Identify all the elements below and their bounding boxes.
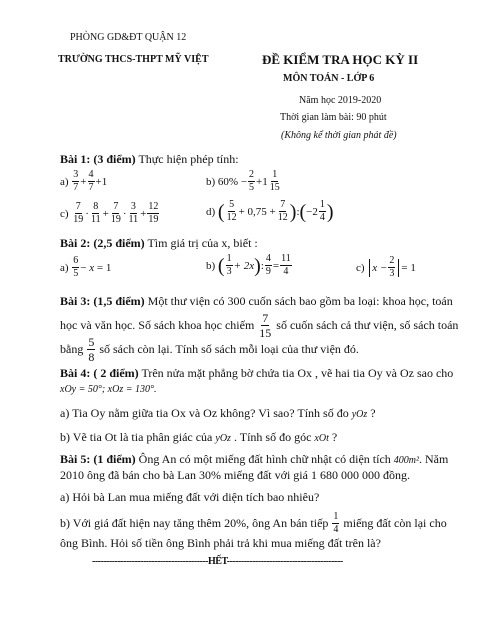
school-name: TRƯỜNG THCS-THPT MỸ VIỆT <box>58 54 209 65</box>
exam-note: (Không kể thời gian phát đề) <box>281 130 397 141</box>
bai3-line3: bằng $\frac{5}{8}$ số sách còn lại. Tính số sách mỗi loại của thư viện đó. <box>60 335 359 364</box>
bai1-title <box>60 152 239 167</box>
bai2-c: c) x − $\frac{2}{3}$ = 1 <box>356 255 416 279</box>
bai5-question-b-cont: ông Bình. Hỏi số tiền ông Bình phải trả khi mua miếng đất trên là? <box>60 536 381 550</box>
bai2-b: b) ( $\frac{1}{3}$ + 2x ) : $\frac{4}{9}$ = $\frac{11}{4}$ <box>206 253 291 277</box>
department-name: PHÒNG GD&ĐT QUẬN 12 <box>70 32 187 43</box>
label-d: d) <box>206 205 216 218</box>
bai5-question-b: b) Với giá đất hiện nay tăng thêm 20%, ông An bán tiếp $\frac{1}{4}$ miếng đất còn lại cho <box>60 511 447 535</box>
bai5-heading: Bài 5: (1 điểm) <box>60 452 136 466</box>
label-a: a) <box>60 175 69 188</box>
bai4-question-b: b) Vẽ tia Ot là tia phân giác của yOz . Tính số đo góc xOt ? <box>60 430 338 444</box>
bai4-heading: Bài 4: ( 2 điểm) <box>60 366 139 380</box>
bai2-title <box>60 236 258 251</box>
bai1-text: Thực hiện phép tính: <box>135 152 239 166</box>
fraction: $\frac{1}{15}$ <box>269 169 280 193</box>
bai1-a: a) $\frac{3}{7}$ + $\frac{4}{7}$ + 1 <box>60 169 108 193</box>
label-b: b) <box>206 175 216 188</box>
bai5-line2: 2010 ông đã bán cho bà Lan 30% miếng đất với giá 1 680 000 000 đồng. <box>60 468 410 482</box>
bai4-question-a: a) Tia Oy nằm giữa tia Ox và Oz không? Vì sao? Tính số đo yOz ? <box>60 406 376 420</box>
bai2-a: a) $\frac{6}{5}$ − x = 1 <box>60 255 112 279</box>
exam-subject: MÔN TOÁN - LỚP 6 <box>283 73 375 84</box>
bai4-angles: xOy = 50°; xOz = 130°. <box>60 384 157 395</box>
bai5-line1: Bài 5: (1 điểm) Ông An có một miếng đất hình chữ nhật có diện tích 400m². Năm <box>60 452 449 466</box>
bai1-b: b) 60% − $\frac{2}{5}$ + 1 $\frac{1}{15}$ <box>206 169 280 193</box>
bai2-heading: Bài 2: (2,5 điểm) <box>60 236 145 250</box>
bai1-heading: Bài 1: (3 điểm) <box>60 152 136 166</box>
bai1-c: c) $\frac{7}{19}$ · $\frac{8}{11}$ + $\frac{7}{19}$ · $\frac{3}{11}$ + $\frac{12}{19}$ <box>60 201 159 225</box>
bai2-text: Tìm giá trị của x, biết : <box>144 236 258 250</box>
bai1-d: d) ( $\frac{5}{12}$ + 0,75 + $\frac{7}{12}$ ) : ( −2 $\frac{1}{4}$ ) <box>206 199 334 223</box>
fraction: $\frac{2}{5}$ <box>249 169 255 193</box>
fraction: $\frac{3}{7}$ <box>73 169 79 193</box>
end-marker: -----------------------------------------HẾT----------------------------------------- <box>92 556 343 567</box>
bai5-question-a: a) Hỏi bà Lan mua miếng đất với diện tích bao nhiêu? <box>60 490 320 504</box>
school-year: Năm học 2019-2020 <box>299 95 382 106</box>
exam-time: Thời gian làm bài: 90 phút <box>280 112 387 123</box>
exam-title: ĐỀ KIỂM TRA HỌC KỲ II <box>262 52 419 67</box>
bai3-line1: Bài 3: (1,5 điểm) Một thư viện có 300 cuốn sách bao gồm ba loại: khoa học, toán <box>60 294 453 308</box>
bai3-line2: học và văn học. Số sách khoa học chiếm $\frac{7}{15}$ số cuốn sách cả thư viện, số sách toán <box>60 311 459 340</box>
label-c: c) <box>60 207 69 220</box>
fraction: $\frac{4}{7}$ <box>88 169 94 193</box>
bai4-line1: Bài 4: ( 2 điểm) Trên nửa mặt phẳng bờ chứa tia Ox , vẽ hai tia Oy và Oz sao cho <box>60 366 454 380</box>
bai3-heading: Bài 3: (1,5 điểm) <box>60 294 145 308</box>
